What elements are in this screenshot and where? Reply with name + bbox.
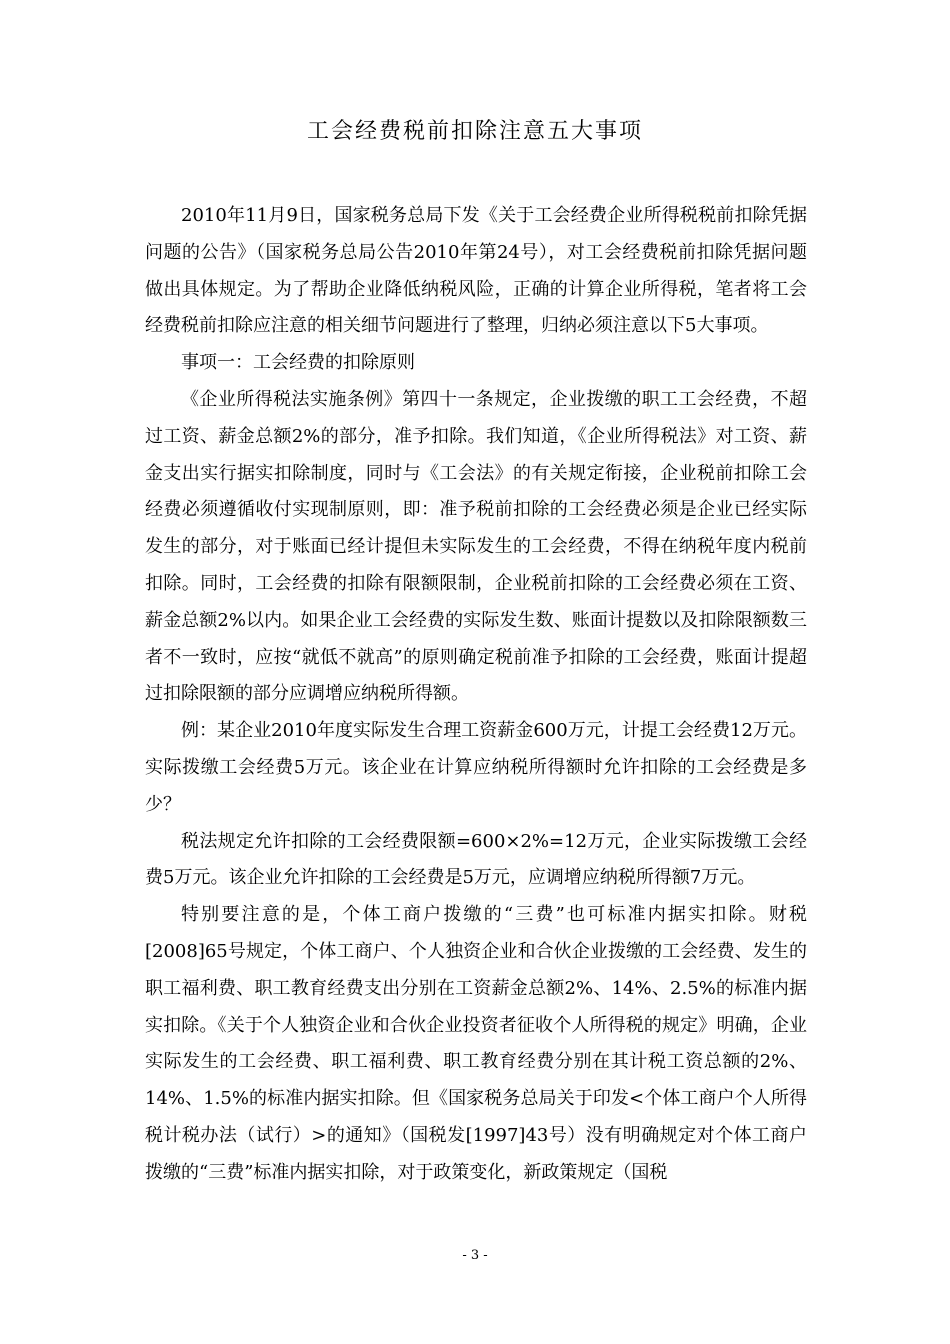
paragraph-example-question: 例：某企业2010年度实际发生合理工资薪金600万元，计提工会经费12万元。实际拨缴工会经费5万元。该企业在计算应纳税所得额时允许扣除的工会经费是多少？ (145, 720, 807, 815)
section-heading-item-one: 事项一：工会经费的扣除原则 (181, 352, 415, 374)
page-number: - 3 - (462, 1248, 488, 1263)
paragraph-example-answer: 税法规定允许扣除的工会经费限额=600×2%=12万元，企业实际拨缴工会经费5万元。该企业允许扣除的工会经费是5万元，应调增应纳税所得额7万元。 (145, 830, 807, 889)
paragraph-intro: 2010年11月9日，国家税务总局下发《关于工会经费企业所得税税前扣除凭据问题的公告》（国家税务总局公告2010年第24号），对工会经费税前扣除凭据问题做出具体规定。为了帮助企业降低纳税风险，正确的计算企业所得税，笔者将工会经费税前扣除应注意的相关细节问题进行了整理，归纳必须注意以下5大事项。 (145, 205, 807, 337)
document-body (145, 198, 807, 1192)
paragraph-special-note: 特别要注意的是，个体工商户拨缴的“三费”也可标准内据实扣除。财税[2008]65号规定，个体工商户、个人独资企业和合伙企业拨缴的工会经费、发生的职工福利费、职工教育经费支出分别在工资薪金总额2%、14%、2.5%的标准内据实扣除。《关于个人独资企业和合伙企业投资者征收个人所得税的规定》明确，企业实际发生的工会经费、职工福利费、职工教育经费分别在其计税工资总额的2%、14%、1.5%的标准内据实扣除。但《国家税务总局关于印发<个体工商户个人所得税计税办法（试行）>的通知》（国税发[1997]43号）没有明确规定对个体工商户拨缴的“三费”标准内据实扣除，对于政策变化，新政策规定（国税 (145, 904, 807, 1183)
document-title: 工会经费税前扣除注意五大事项 (306, 119, 643, 144)
paragraph-deduction-principle: 《企业所得税法实施条例》第四十一条规定，企业拨缴的职工工会经费，不超过工资、薪金总额2%的部分，准予扣除。我们知道，《企业所得税法》对工资、薪金支出实行据实扣除制度，同时与《工会法》的有关规定衔接，企业税前扣除工会经费必须遵循收付实现制原则，即：准予税前扣除的工会经费必须是企业已经实际发生的部分，对于账面已经计提但未实际发生的工会经费，不得在纳税年度内税前扣除。同时，工会经费的扣除有限额限制，企业税前扣除的工会经费必须在工资、薪金总额2%以内。如果企业工会经费的实际发生数、账面计提数以及扣除限额数三者不一致时，应按“就低不就高”的原则确定税前准予扣除的工会经费，账面计提超过扣除限额的部分应调增应纳税所得额。 (145, 388, 807, 705)
